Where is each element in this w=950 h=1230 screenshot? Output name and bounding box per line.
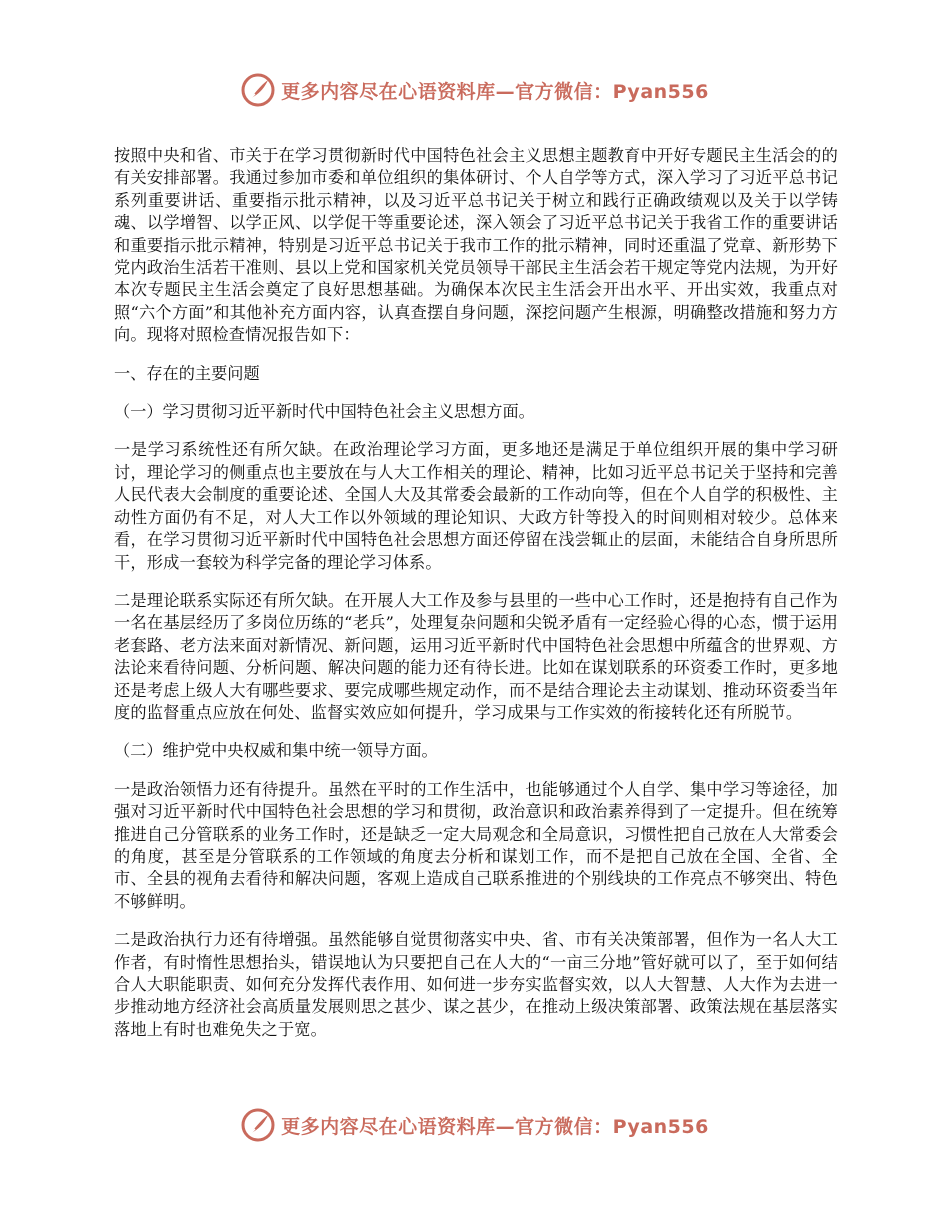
watermark-header [0,70,950,110]
subsection-2-paragraph-2: 二是政治执行力还有待增强。虽然能够自觉贯彻落实中央、省、市有关决策部署，但作为一名人大工作者，有时惰性思想抬头，错误地认为只要把自己在人大的“一亩三分地”管好就可以了，至于如何结合人大职能职责、如何充分发挥代表作用、如何进一步夯实监督实效，以人大智慧、人大作为去进一步推动地方经济社会高质量发展则思之甚少、谋之甚少，在推动上级决策部署、政策法规在基层落实落地上有时也难免失之于宽。 [114,930,838,1039]
feather-logo-icon [241,73,275,107]
watermark-text: 更多内容尽在心语资料库—官方微信：Pyan556 [281,80,709,103]
watermark-footer [0,1105,950,1145]
subsection-heading-1: （一）学习贯彻习近平新时代中国特色社会主义思想方面。 [114,402,535,422]
document-body [114,145,838,1057]
watermark-text: 更多内容尽在心语资料库—官方微信：Pyan556 [281,1115,709,1138]
subsection-2-paragraph-1: 一是政治领悟力还有待提升。虽然在平时的工作生活中，也能够通过个人自学、集中学习等途径，加强对习近平新时代中国特色社会思想的学习和贯彻，政治意识和政治素养得到了一定提升。但在统筹推进自己分管联系的业务工作时，还是缺乏一定大局观念和全局意识，习惯性把自己放在人大常委会的角度，甚至是分管联系的工作领域的角度去分析和谋划工作，而不是把自己放在全国、全省、全市、全县的视角去看待和解决问题，客观上造成自己联系推进的个别线块的工作亮点不够突出、特色不够鲜明。 [114,779,838,911]
section-heading: 一、存在的主要问题 [114,363,260,383]
intro-paragraph: 按照中央和省、市关于在学习贯彻新时代中国特色社会主义思想主题教育中开好专题民主生活会的的有关安排部署。我通过参加市委和单位组织的集体研讨、个人自学等方式，深入学习了习近平总书记系列重要讲话、重要指示批示精神，以及习近平总书记关于树立和践行正确政绩观以及关于以学铸魂、以学增智、以学正风、以学促干等重要论述，深入领会了习近平总书记关于我省工作的重要讲话和重要指示批示精神，特别是习近平总书记关于我市工作的批示精神，同时还重温了党章、新形势下党内政治生活若干准则、县以上党和国家机关党员领导干部民主生活会若干规定等党内法规，为开好本次专题民主生活会奠定了良好思想基础。为确保本次民主生活会开出水平、开出实效，我重点对照“六个方面”和其他补充方面内容，认真查摆自身问题，深挖问题产生根源，明确整改措施和努力方向。现将对照检查情况报告如下： [114,146,838,345]
subsection-1-paragraph-1: 一是学习系统性还有所欠缺。在政治理论学习方面，更多地还是满足于单位组织开展的集中学习研讨，理论学习的侧重点也主要放在与人大工作相关的理论、精神，比如习近平总书记关于坚持和完善人民代表大会制度的重要论述、全国人大及其常委会最新的工作动向等，但在个人自学的积极性、主动性方面仍有不足，对人大工作以外领域的理论知识、大政方针等投入的时间则相对较少。总体来看，在学习贯彻习近平新时代中国特色社会思想方面还停留在浅尝辄止的层面，未能结合自身所思所干，形成一套较为科学完备的理论学习体系。 [114,440,838,572]
subsection-1-paragraph-2: 二是理论联系实际还有所欠缺。在开展人大工作及参与县里的一些中心工作时，还是抱持有自己作为一名在基层经历了多岗位历练的“老兵”，处理复杂问题和尖锐矛盾有一定经验心得的心态，惯于运用老套路、老方法来面对新情况、新问题，运用习近平新时代中国特色社会思想中所蕴含的世界观、方法论来看待问题、分析问题、解决问题的能力还有待长进。比如在谋划联系的环资委工作时，更多地还是考虑上级人大有哪些要求、要完成哪些规定动作，而不是结合理论去主动谋划、推动环资委当年度的监督重点应放在何处、监督实效应如何提升，学习成果与工作实效的衔接转化还有所脱节。 [114,590,838,722]
feather-logo-icon [241,1108,275,1142]
subsection-heading-2: （二）维护党中央权威和集中统一领导方面。 [114,741,438,761]
